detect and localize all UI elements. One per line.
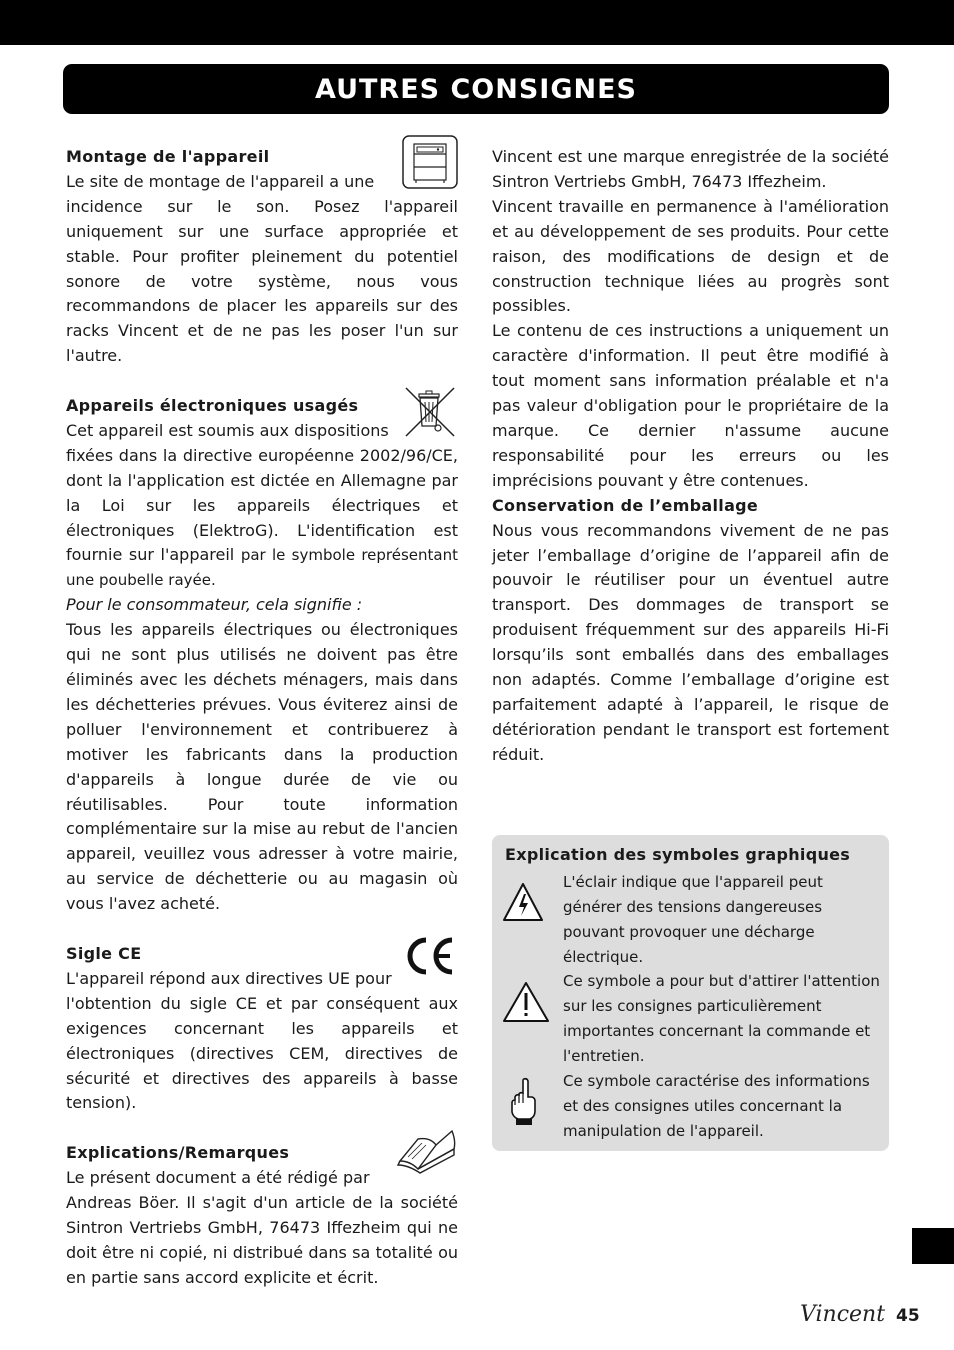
- page-edge-tab: [912, 1228, 954, 1264]
- open-book-icon: [396, 1127, 458, 1177]
- section-title-emballage: Conservation de l’emballage: [492, 495, 759, 515]
- symbol-text-lightning: L'éclair indique que l'appareil peut générer des tensions dangereuses pouvant provoquer une décharge électrique.: [563, 873, 823, 966]
- symbol-text-hand: Ce symbole caractérise des informations et des consignes utiles concernant la manipulation de l'appareil.: [563, 1072, 870, 1140]
- brand-paragraph: Vincent est une marque enregistrée de la société Sintron Vertriebs GmbH, 76473 Iffezheim.: [492, 147, 889, 191]
- symbols-title: Explication des symboles graphiques: [505, 845, 851, 864]
- section-ce: [66, 942, 458, 1116]
- emballage-text: Nous vous recommandons vivement de ne pas jeter l’emballage d’origine de l’appareil afin de pouvoir le réutiliser pour un éventuel autre transport. Des dommages de transport se produisent fréquemment sur des appareils Hi-Fi lorsqu’ils sont emballés dans des emballages non adaptés. Comme l’emballage d’origine est parfaitement adapté à l’appareil, le risque de détérioration pendant le transport est fortement réduit.: [492, 520, 889, 764]
- usages-body: Tous les appareils électriques ou électroniques qui ne sont plus utilisés ne doivent pas être éliminés avec les déchets ménagers, mais dans les déchetteries prévues. Vous éviterez ainsi de polluer l'environnement et contribuerez à motiver les fabricants dans la production d'appareils à longue durée de vie ou réutilisables. Pour toute information complémentaire sur la mise au rebut de l'ancien appareil, veuillez vous adresser à votre mairie, au service de déchetterie ou au magasin où vous l'avez acheté.: [66, 620, 458, 914]
- right-column: [492, 145, 889, 793]
- section-remarques: [66, 1141, 458, 1290]
- section-title-ce: Sigle CE: [66, 943, 142, 963]
- disclaimer-paragraph: Le contenu de ces instructions a uniquement un caractère d'information. Il peut être modifié à tout moment sans information préalable et n'a pas valeur d'obligation pour le propriétaire de la marque. Ce dernier n'assume aucune responsabilité pour les erreurs ou les imprécisions pouvant y être contenues.: [492, 321, 889, 490]
- symbols-box: [492, 835, 889, 1151]
- improvement-paragraph: Vincent travaille en permanence à l'amélioration et au développement de ses produits. Pour cette raison, des modifications de design et de construction technique liées au progrès sont possibles.: [492, 196, 889, 316]
- lightning-warning-icon: [502, 882, 544, 922]
- crossed-bin-icon: [402, 384, 458, 440]
- title-banner: [63, 64, 889, 114]
- section-title-montage: Montage de l'appareil: [66, 147, 270, 166]
- section-title-usages: Appareils électroniques usagés: [66, 396, 359, 416]
- pointing-hand-icon: [502, 1075, 542, 1127]
- usages-italic: Pour le consommateur, cela signifie :: [66, 595, 363, 615]
- symbol-text-exclamation: Ce symbole a pour but d'attirer l'attention sur les consignes particulièrement importantes concernant la commande et l'entretien.: [563, 972, 880, 1065]
- ce-mark-icon: [402, 934, 458, 978]
- page-title: AUTRES CONSIGNES: [315, 73, 637, 105]
- usages-line1: Cet appareil est soumis aux dispositions: [66, 420, 389, 440]
- usages-small: par le symbole représentant une poubelle rayée.: [66, 546, 458, 590]
- exclamation-warning-icon: [502, 981, 550, 1023]
- section-emballage: [492, 494, 889, 768]
- top-black-bar: [0, 0, 954, 45]
- brand-logo: Vincent: [800, 1302, 886, 1327]
- usages-text: [66, 444, 458, 593]
- rack-icon: [402, 135, 458, 189]
- section-title-remarques: Explications/Remarques: [66, 1143, 290, 1163]
- left-column: [66, 145, 458, 1316]
- remarques-line1: Le présent document a été rédigé par: [66, 1168, 370, 1188]
- remarques-text: Andreas Böer. Il s'agit d'un article de la société Sintron Vertriebs GmbH, 76473 Iffezheim qui ne doit être ni copié, ni distribué dans sa totalité ou en partie sans accord explicite et écrit.: [66, 1193, 458, 1287]
- section-montage: [66, 145, 458, 369]
- ce-line1: L'appareil répond aux directives UE pour: [66, 968, 392, 988]
- page-number: 45: [896, 1306, 920, 1326]
- montage-text: incidence sur le son. Posez l'appareil uniquement sur une surface appropriée et stable. Pour profiter pleinement du potentiel sonore de votre système, nous vous recommandons de placer les appareils sur des racks Vincent et de ne pas les poser l'un sur l'autre.: [66, 196, 458, 366]
- ce-text: l'obtention du sigle CE et par conséquent aux exigences concernant les appareils et électroniques (directives CEM, directives de sécurité et directives des appareils à basse tension).: [66, 993, 458, 1113]
- usages-rest: fixées dans la directive européenne 2002/96/CE, dont la l'application est dictée en Allemagne par la Loi sur les appareils électriques et électroniques (ElektroG). L'identification est fournie sur l'appareil: [66, 445, 458, 565]
- montage-line1: Le site de montage de l'appareil a une: [66, 171, 375, 191]
- section-usages: [66, 394, 458, 917]
